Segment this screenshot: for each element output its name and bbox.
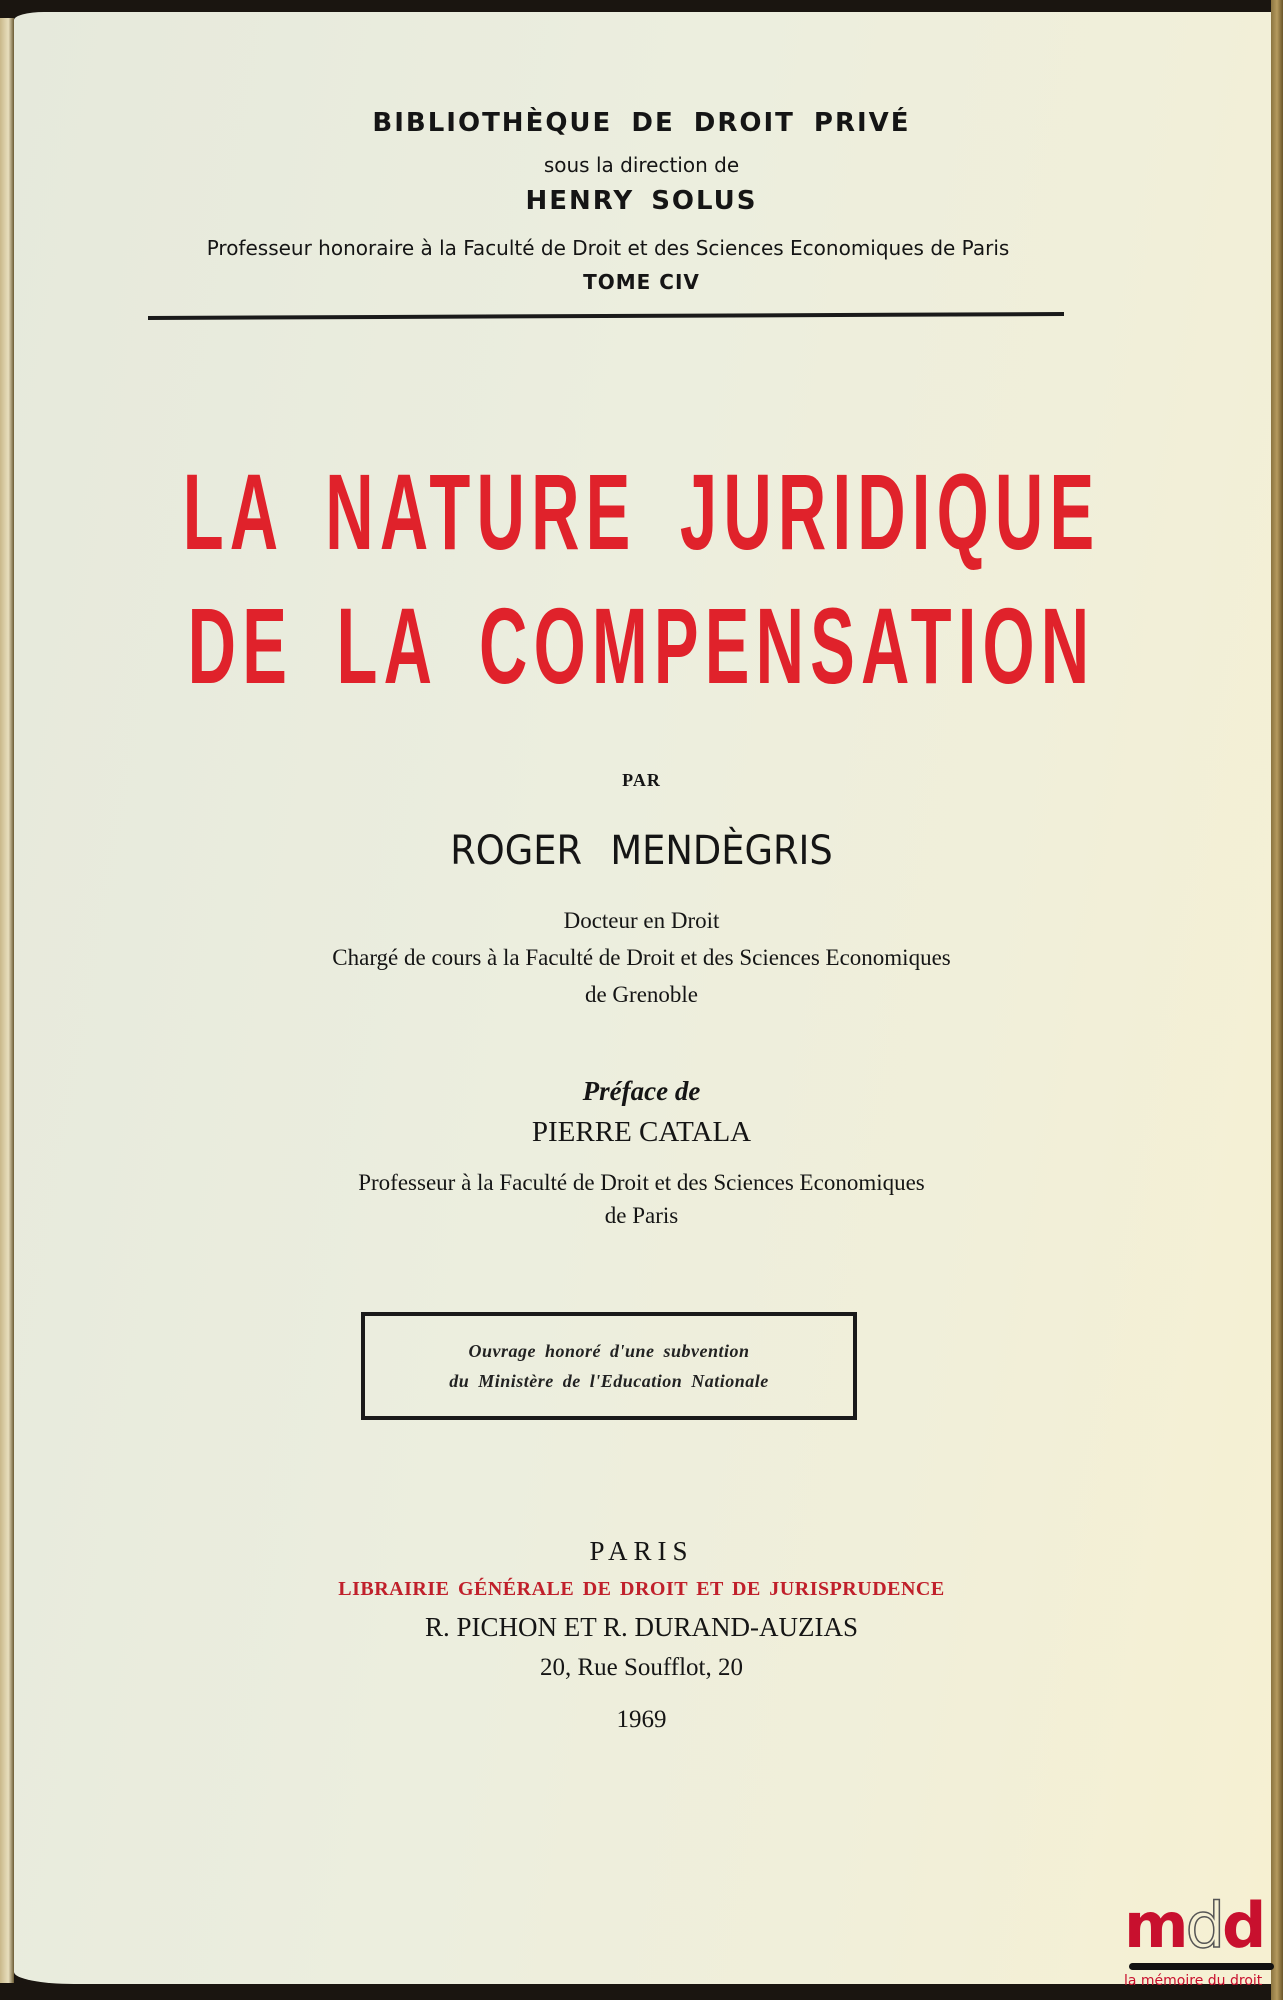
grant-notice-box xyxy=(361,1312,857,1420)
publication-year: 1969 xyxy=(616,1706,667,1733)
author-name: ROGER MENDÈGRIS xyxy=(450,828,833,874)
preface-label: Préface de xyxy=(582,1076,701,1106)
book-title-line-1: LA NATURE JURIDIQUE xyxy=(182,451,1101,572)
logo-tagline: la mémoire du droit xyxy=(1124,1973,1263,1989)
publication-city: PARIS xyxy=(589,1536,694,1566)
author-credential: Docteur en Droit xyxy=(563,908,720,933)
book-title-line-2: DE LA COMPENSATION xyxy=(187,585,1096,706)
logo-underline xyxy=(1129,1963,1274,1970)
series-director: HENRY SOLUS xyxy=(525,186,758,216)
series-director-role: Professeur honoraire à la Faculté de Droit et des Sciences Economiques de Paris xyxy=(206,236,1010,260)
preface-author-credential: de Paris xyxy=(604,1203,679,1228)
series-direction-label: sous la direction de xyxy=(543,153,740,177)
publisher-owners: R. PICHON ET R. DURAND-AUZIAS xyxy=(424,1612,858,1642)
publisher-name: LIBRAIRIE GÉNÉRALE DE DROIT ET DE JURISPRUDENCE xyxy=(338,1578,945,1600)
mdd-watermark-logo xyxy=(1124,1889,1278,2000)
mdd-logo-icon: mdd xyxy=(1124,1889,1264,1962)
author-credential: Chargé de cours à la Faculté de Droit et des Sciences Economiques xyxy=(332,945,951,970)
grant-notice-line: du Ministère de l'Education Nationale xyxy=(449,1371,769,1391)
series-title: BIBLIOTHÈQUE DE DROIT PRIVÉ xyxy=(372,108,911,138)
by-label: PAR xyxy=(622,770,661,790)
author-credential: de Grenoble xyxy=(584,982,699,1007)
publisher-address: 20, Rue Soufflot, 20 xyxy=(539,1654,743,1681)
preface-author-credential: Professeur à la Faculté de Droit et des Sciences Economiques xyxy=(358,1170,925,1195)
preface-author-name: PIERRE CATALA xyxy=(531,1116,752,1148)
grant-notice-line: Ouvrage honoré d'une subvention xyxy=(468,1341,750,1361)
tome-number: TOME CIV xyxy=(583,270,700,294)
